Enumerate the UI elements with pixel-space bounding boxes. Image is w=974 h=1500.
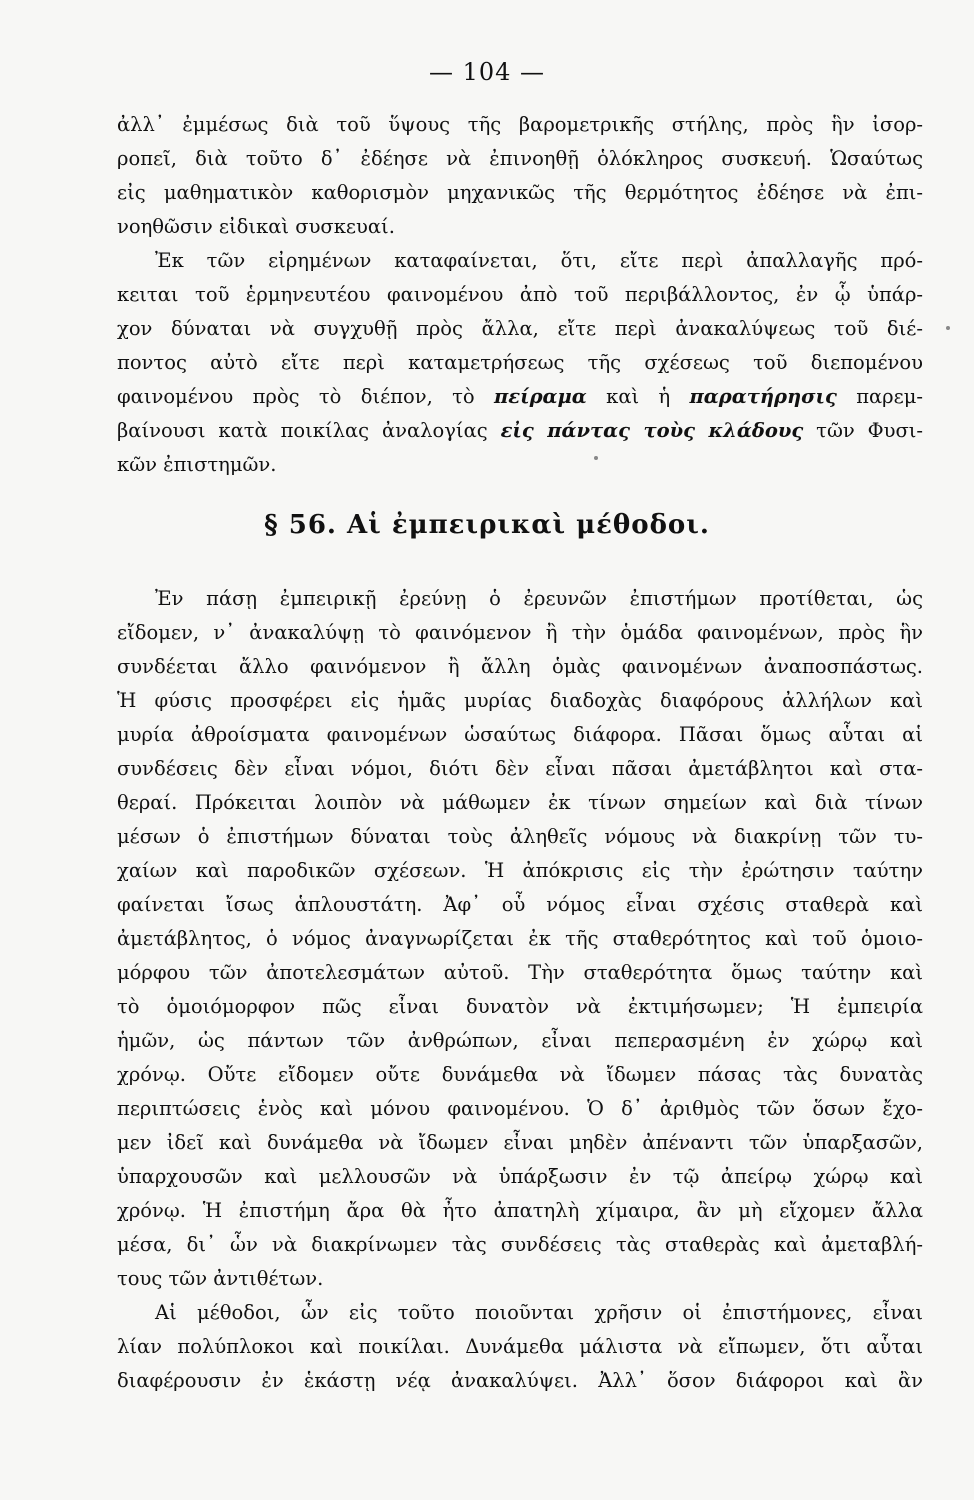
text-line: εἴδομεν, ν᾽ ἀνακαλύψῃ τὸ φαινόμενον ἢ τὴν ὁμάδα φαινομένων, πρὸς ἣν — [117, 621, 923, 644]
text-line: μεν ἰδεῖ καὶ δυνάμεθα νὰ ἴδωμεν εἶναι μηδὲν ἀπέναντι τῶν ὑπαρξασῶν, — [117, 1131, 923, 1154]
text-line: ἀμετάβλητος, ὁ νόμος ἀναγνωρίζεται ἐκ τῆς σταθερότητος καὶ τοῦ ὁμοιο- — [117, 927, 923, 950]
text-line: Ἐκ τῶν εἰρημένων καταφαίνεται, ὅτι, εἴτε περὶ ἀπαλλαγῆς πρό- — [155, 249, 923, 272]
paragraph-continuation — [117, 108, 923, 244]
text-line: κειται τοῦ ἑρμηνευτέου φαινομένου ἀπὸ τοῦ περιβάλλοντος, ἐν ᾧ ὑπάρ- — [117, 283, 923, 306]
scan-speck — [946, 326, 950, 330]
text-line: συνδέεται ἄλλο φαινόμενον ἢ ἄλλη ὁμὰς φαινομένων ἀναποσπάστως. — [117, 655, 923, 678]
text-line: ροπεῖ, διὰ τοῦτο δ᾽ ἐδέησε νὰ ἐπινοηθῇ ὁλόκληρος συσκευή. Ὡσαύτως — [117, 147, 923, 170]
emphasis-all-branches: εἰς πάντας τοὺς κλάδους — [500, 419, 804, 442]
text-line: εἰς μαθηματικὸν καθορισμὸν μηχανικῶς τῆς θερμότητος ἐδέησε νὰ ἐπι- — [117, 181, 923, 204]
text-line: μέσων ὁ ἐπιστήμων δύναται τοὺς ἀληθεῖς νόμους νὰ διακρίνῃ τῶν τυ- — [117, 825, 923, 848]
text-line: χον δύναται νὰ συγχυθῇ πρὸς ἄλλα, εἴτε περὶ ἀνακαλύψεως τοῦ διέ- — [117, 317, 923, 340]
line-text: παρεμ- — [836, 385, 923, 408]
text-line: ὑπαρχουσῶν καὶ μελλουσῶν νὰ ὑπάρξωσιν ἐν τῷ ἀπείρῳ χώρῳ καὶ — [117, 1165, 923, 1188]
text-line: κῶν ἐπιστημῶν. — [117, 453, 277, 476]
line-text: βαίνουσι κατὰ ποικίλας ἀναλογίας — [117, 419, 501, 442]
emphasis-observation: παρατήρησις — [689, 385, 837, 408]
text-line: χαίων καὶ παροδικῶν σχέσεων. Ἡ ἀπόκρισις εἰς τὴν ἐρώτησιν ταύτην — [117, 859, 923, 882]
text-line: φαίνεται ἴσως ἁπλουστάτη. Ἀφ᾽ οὗ νόμος εἶναι σχέσις σταθερὰ καὶ — [117, 893, 923, 916]
paragraph-methods — [117, 1296, 923, 1398]
scan-speck — [594, 456, 598, 460]
text-line: ἡμῶν, ὡς πάντων τῶν ἀνθρώπων, εἶναι πεπερασμένη ἐν χώρῳ καὶ — [117, 1029, 923, 1052]
text-line: ποντος αὐτὸ εἴτε περὶ καταμετρήσεως τῆς σχέσεως τοῦ διεπομένου — [117, 351, 923, 374]
text-line — [117, 380, 923, 414]
text-line: διαφέρουσιν ἐν ἑκάστῃ νέᾳ ἀνακαλύψει. Ἀλλ᾽ ὅσον διάφοροι καὶ ἂν — [117, 1369, 923, 1392]
text-line — [117, 414, 923, 448]
line-text: καὶ ἡ — [586, 385, 690, 408]
text-line: μυρία ἀθροίσματα φαινομένων ὡσαύτως διάφορα. Πᾶσαι ὅμως αὗται αἱ — [117, 723, 923, 746]
paragraph-empirical-research — [117, 582, 923, 1296]
text-line: νοηθῶσιν εἰδικαὶ συσκευαί. — [117, 215, 395, 238]
text-line: τους τῶν ἀντιθέτων. — [117, 1267, 324, 1290]
text-line: χρόνῳ. Οὔτε εἴδομεν οὔτε δυνάμεθα νὰ ἴδωμεν πάσας τὰς δυνατὰς — [117, 1063, 923, 1086]
text-line: περιπτώσεις ἑνὸς καὶ μόνου φαινομένου. Ὁ δ᾽ ἀριθμὸς τῶν ὅσων ἔχο- — [117, 1097, 923, 1120]
text-line: μέσα, δι᾽ ὧν νὰ διακρίνωμεν τὰς συνδέσεις τὰς σταθερὰς καὶ ἀμεταβλή- — [117, 1233, 923, 1256]
text-line: Ἡ φύσις προσφέρει εἰς ἡμᾶς μυρίας διαδοχὰς διαφόρους ἀλλήλων καὶ — [117, 689, 923, 712]
text-line: Ἐν πάσῃ ἐμπειρικῇ ἐρεύνῃ ὁ ἐρευνῶν ἐπιστήμων προτίθεται, ὡς — [155, 587, 923, 610]
emphasis-experiment: πείραμα — [494, 385, 587, 408]
text-line: μόρφου τῶν ἀποτελεσμάτων αὐτοῦ. Τὴν σταθερότητα ὅμως ταύτην καὶ — [117, 961, 923, 984]
text-line: ἀλλ᾽ ἐμμέσως διὰ τοῦ ὕψους τῆς βαρομετρικῆς στήλης, πρὸς ἣν ἰσορ- — [117, 113, 923, 136]
text-line: χρόνῳ. Ἡ ἐπιστήμη ἄρα θὰ ἦτο ἀπατηλὴ χίμαιρα, ἂν μὴ εἴχομεν ἄλλα — [117, 1199, 923, 1222]
section-heading: § 56. Αἱ ἐμπειρικαὶ μέθοδοι. — [264, 510, 710, 540]
paragraph-conclusion — [117, 244, 923, 482]
text-line: τὸ ὁμοιόμορφον πῶς εἶναι δυνατὸν νὰ ἐκτιμήσωμεν; Ἡ ἐμπειρία — [117, 995, 923, 1018]
line-text: φαινομένου πρὸς τὸ διέπον, τὸ — [117, 385, 494, 408]
text-line: Αἱ μέθοδοι, ὧν εἰς τοῦτο ποιοῦνται χρῆσιν οἱ ἐπιστήμονες, εἶναι — [155, 1301, 923, 1324]
text-line: θεραί. Πρόκειται λοιπὸν νὰ μάθωμεν ἐκ τίνων σημείων καὶ διὰ τίνων — [117, 791, 923, 814]
text-line: λίαν πολύπλοκοι καὶ ποικίλαι. Δυνάμεθα μάλιστα νὰ εἴπωμεν, ὅτι αὗται — [117, 1335, 923, 1358]
line-text: τῶν Φυσι- — [803, 419, 923, 442]
text-line: συνδέσεις δὲν εἶναι νόμοι, διότι δὲν εἶναι πᾶσαι ἀμετάβλητοι καὶ στα- — [117, 757, 923, 780]
page-number: — 104 — — [428, 58, 546, 86]
